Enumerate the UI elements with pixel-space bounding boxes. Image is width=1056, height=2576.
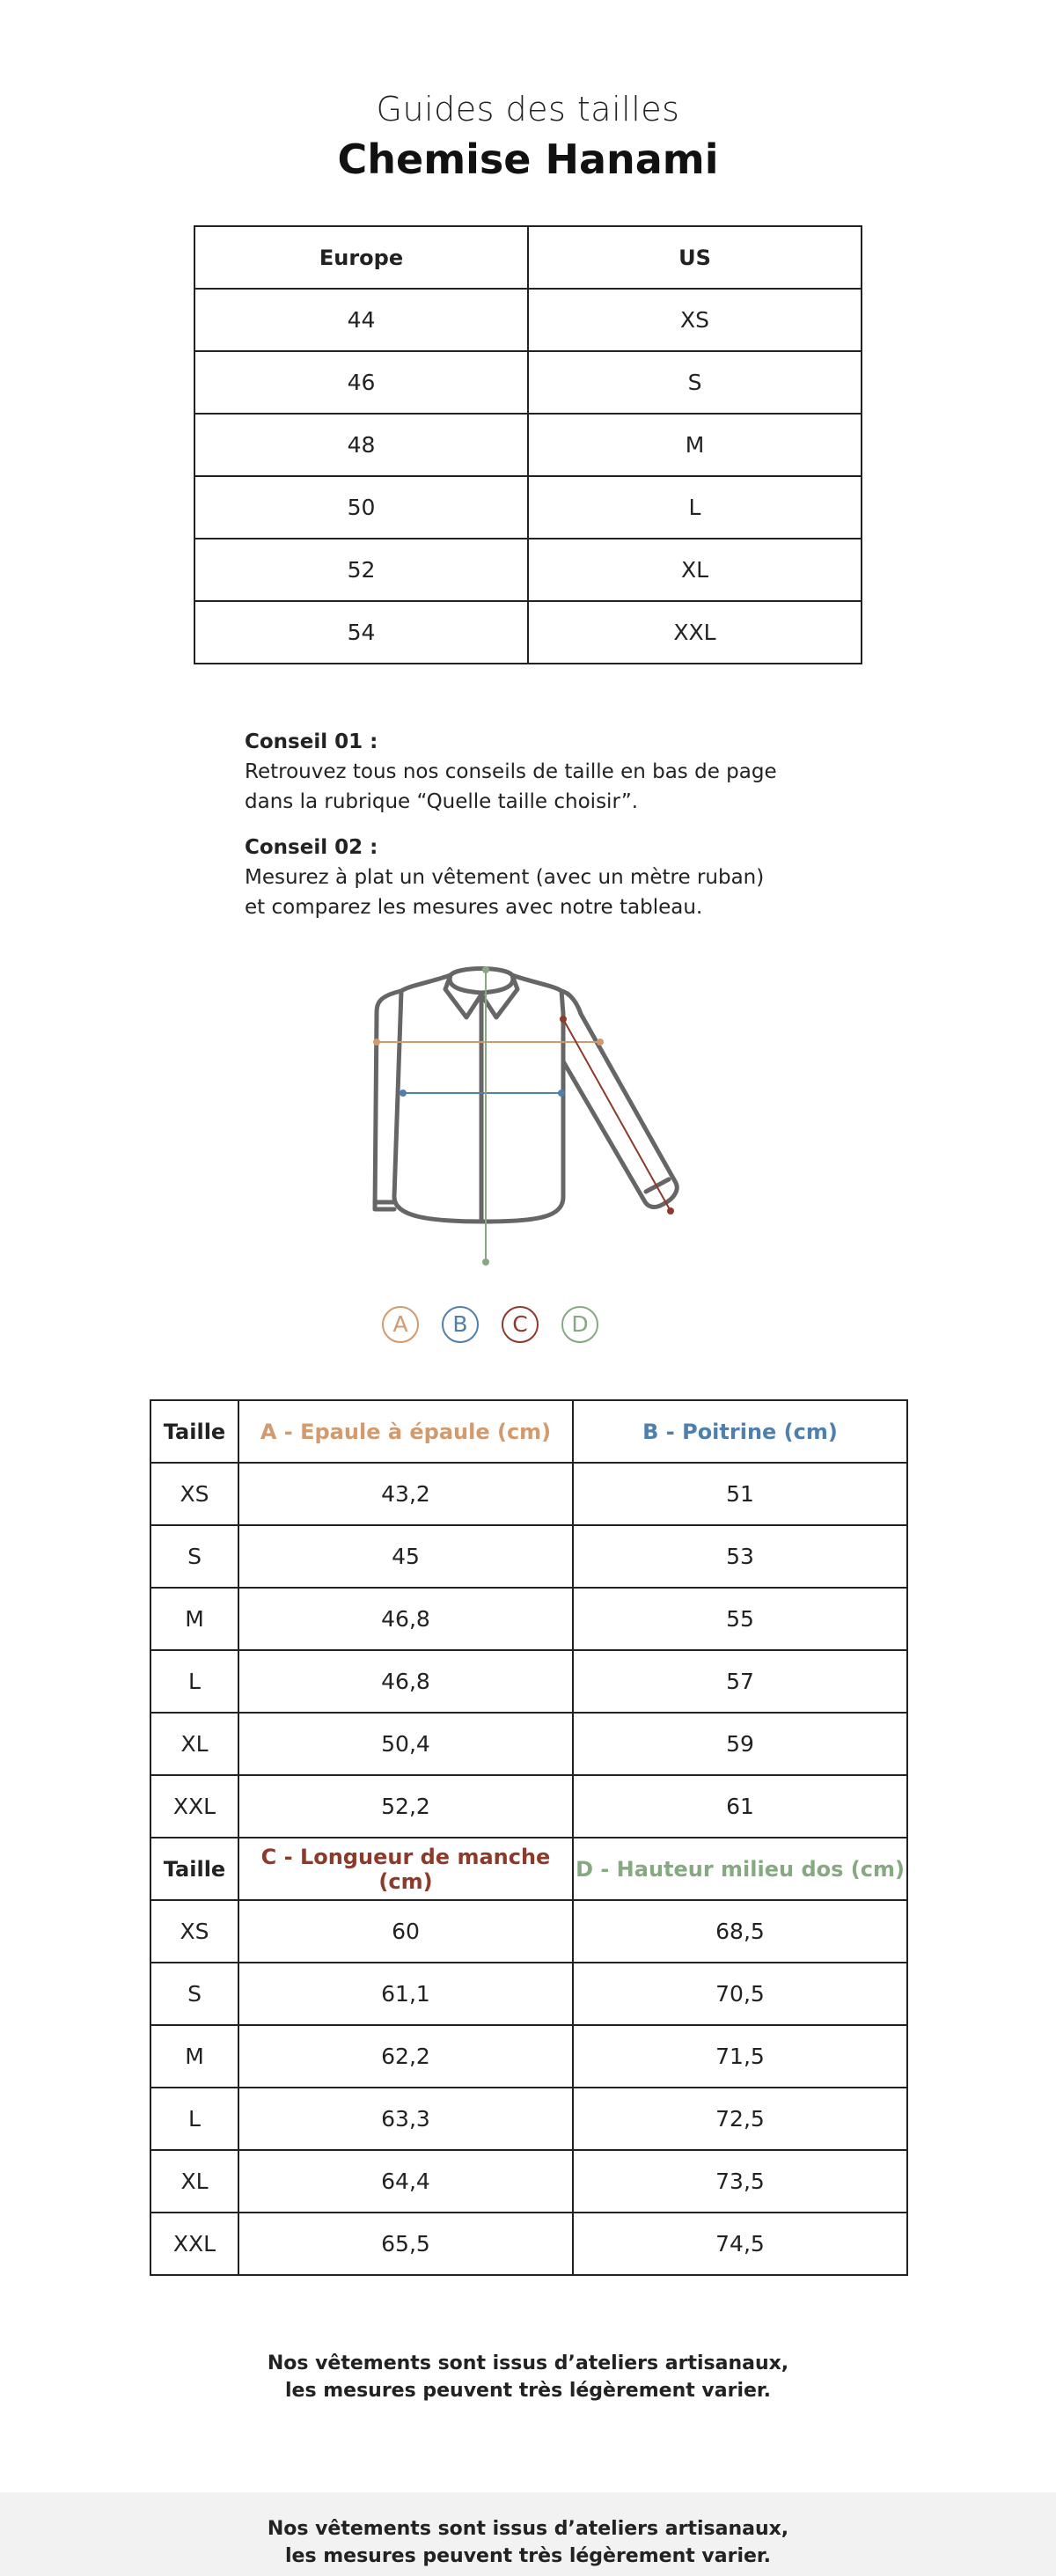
table-row: [150, 1713, 907, 1775]
measurement-legend: [0, 1306, 1056, 1348]
measure-point-b: [400, 1090, 407, 1097]
artisanal-note: [0, 2350, 1056, 2404]
table-row: [150, 1900, 907, 1963]
shirt-measurement-diagram: [361, 965, 695, 1273]
column-header-size: Taille: [150, 1400, 238, 1463]
shoulder-cell: 46,8: [238, 1588, 573, 1650]
table-row: [150, 2213, 907, 2275]
legend-letter: B: [452, 1311, 468, 1337]
chest-cell: 61: [573, 1775, 907, 1838]
size-cell: XXL: [150, 1775, 238, 1838]
us-size-cell: S: [528, 351, 862, 414]
footer-note-line: les mesures peuvent très légèrement varier.: [285, 2545, 771, 2567]
table-row: [194, 601, 862, 664]
tip-title: Conseil 02 :: [245, 836, 378, 859]
size-cell: XL: [150, 2150, 238, 2213]
column-header-back-height: D - Hauteur milieu dos (cm): [573, 1838, 907, 1900]
size-cell: S: [150, 1963, 238, 2025]
page-subtitle: Guides des tailles: [376, 90, 680, 128]
tip-text: dans la rubrique “Quelle taille choisir”.: [245, 790, 639, 813]
sleeve-cell: 62,2: [238, 2025, 573, 2088]
europe-size-cell: 54: [194, 601, 528, 664]
shoulder-cell: 52,2: [238, 1775, 573, 1838]
us-size-cell: XXL: [528, 601, 862, 664]
page-title: Chemise Hanami: [337, 136, 719, 183]
measure-line-c: [563, 1019, 671, 1211]
size-cell: M: [150, 1588, 238, 1650]
legend-d: [561, 1306, 598, 1343]
column-header-shoulder: A - Epaule à épaule (cm): [238, 1400, 573, 1463]
back-height-cell: 70,5: [573, 1963, 907, 2025]
size-cell: XS: [150, 1463, 238, 1525]
chest-cell: 55: [573, 1588, 907, 1650]
sleeve-cell: 60: [238, 1900, 573, 1963]
legend-b: [442, 1306, 479, 1343]
column-header-chest: B - Poitrine (cm): [573, 1400, 907, 1463]
chest-cell: 51: [573, 1463, 907, 1525]
page-header: [0, 84, 1056, 185]
table-header-row: [150, 1400, 907, 1463]
table-row: [194, 539, 862, 601]
chest-cell: 53: [573, 1525, 907, 1588]
us-size-cell: L: [528, 476, 862, 539]
tip-text: et comparez les mesures avec notre tableau.: [245, 896, 703, 919]
legend-letter: A: [392, 1311, 408, 1337]
table-header-row: [194, 226, 862, 289]
europe-size-cell: 48: [194, 414, 528, 476]
size-cell: XXL: [150, 2213, 238, 2275]
sleeve-cell: 65,5: [238, 2213, 573, 2275]
table-row: [150, 1463, 907, 1525]
legend-letter: C: [512, 1311, 528, 1337]
size-cell: S: [150, 1525, 238, 1588]
column-header-sleeve: C - Longueur de manche (cm): [238, 1838, 573, 1900]
footer-note-line: Nos vêtements sont issus d’ateliers artisanaux,: [267, 2518, 789, 2540]
shoulder-cell: 50,4: [238, 1713, 573, 1775]
chest-cell: 59: [573, 1713, 907, 1775]
tip-01: [245, 727, 861, 817]
table-row: [194, 289, 862, 351]
us-size-cell: XL: [528, 539, 862, 601]
europe-size-cell: 46: [194, 351, 528, 414]
sleeve-cell: 61,1: [238, 1963, 573, 2025]
note-line: Nos vêtements sont issus d’ateliers artisanaux,: [267, 2352, 789, 2374]
measure-point-d: [482, 966, 489, 973]
legend-c: [502, 1306, 539, 1343]
size-cell: L: [150, 2088, 238, 2150]
tip-02: [245, 833, 861, 922]
back-height-cell: 74,5: [573, 2213, 907, 2275]
size-cell: M: [150, 2025, 238, 2088]
size-cell: XL: [150, 1713, 238, 1775]
table-row: [150, 1525, 907, 1588]
legend-a: [382, 1306, 419, 1343]
back-height-cell: 68,5: [573, 1900, 907, 1963]
measure-point-d: [482, 1259, 489, 1266]
legend-letter: D: [571, 1311, 589, 1337]
table-row: [194, 414, 862, 476]
column-header-size: Taille: [150, 1838, 238, 1900]
measure-point-a: [597, 1038, 604, 1046]
table-row: [150, 2088, 907, 2150]
europe-size-cell: 52: [194, 539, 528, 601]
shoulder-cell: 46,8: [238, 1650, 573, 1713]
table-row: [194, 476, 862, 539]
chest-cell: 57: [573, 1650, 907, 1713]
note-line: les mesures peuvent très légèrement varier.: [285, 2380, 771, 2402]
footer-note: [0, 2515, 1056, 2570]
column-header-us: US: [528, 226, 862, 289]
tip-text: Mesurez à plat un vêtement (avec un mètre ruban): [245, 866, 765, 889]
sleeve-cell: 64,4: [238, 2150, 573, 2213]
us-size-cell: M: [528, 414, 862, 476]
table-row: [150, 2150, 907, 2213]
size-conversion-table: [194, 225, 862, 664]
shoulder-cell: 43,2: [238, 1463, 573, 1525]
measure-point-c: [560, 1016, 567, 1023]
back-height-cell: 71,5: [573, 2025, 907, 2088]
us-size-cell: XS: [528, 289, 862, 351]
measurements-table: [150, 1399, 908, 2276]
size-cell: XS: [150, 1900, 238, 1963]
table-row: [150, 1588, 907, 1650]
size-cell: L: [150, 1650, 238, 1713]
tip-title: Conseil 01 :: [245, 730, 378, 753]
measure-point-a: [373, 1038, 380, 1046]
measure-point-b: [558, 1090, 565, 1097]
sleeve-cell: 63,3: [238, 2088, 573, 2150]
table-row: [150, 1775, 907, 1838]
europe-size-cell: 44: [194, 289, 528, 351]
back-height-cell: 72,5: [573, 2088, 907, 2150]
sizing-tips: [245, 727, 861, 938]
table-row: [150, 1963, 907, 2025]
tip-text: Retrouvez tous nos conseils de taille en bas de page: [245, 760, 777, 783]
shirt-icon: [375, 969, 677, 1222]
europe-size-cell: 50: [194, 476, 528, 539]
table-header-row: [150, 1838, 907, 1900]
measure-point-c: [667, 1207, 674, 1215]
shoulder-cell: 45: [238, 1525, 573, 1588]
back-height-cell: 73,5: [573, 2150, 907, 2213]
table-row: [150, 2025, 907, 2088]
column-header-europe: Europe: [194, 226, 528, 289]
table-row: [194, 351, 862, 414]
table-row: [150, 1650, 907, 1713]
